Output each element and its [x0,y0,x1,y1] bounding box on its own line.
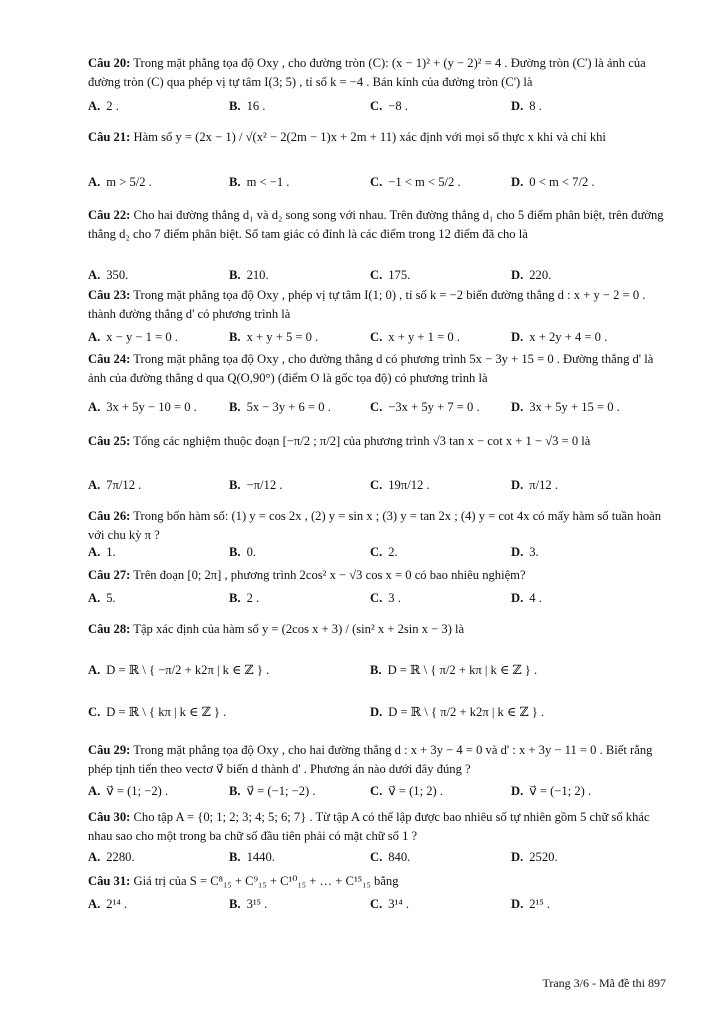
options-23 [88,327,666,347]
option-a[interactable]: A. 1. [88,545,116,559]
options-30 [88,847,666,867]
question-text: Tổng các nghiệm thuộc đoạn [−π/2 ; π/2] của phương trình √3 tan x − cot x + 1 − √3 = 0 là [133,434,591,448]
option-a[interactable]: A. 7π/12 . [88,478,142,492]
option-c[interactable]: C. −3x + 5y + 7 = 0 . [370,400,480,414]
question-number: Câu 23: [88,288,131,302]
option-c[interactable]: C. 3 . [370,591,401,605]
option-b[interactable]: B. x + y + 5 = 0 . [229,330,319,344]
question-number: Câu 21: [88,130,131,144]
question-text: Trong mặt phẳng tọa độ Oxy , cho đường tròn (C): (x − 1)² + (y − 2)² = 4 . Đường tròn (C') là ảnh của đường tròn (C) qua phép vị tự tâm I(3; 5) , tỉ số k = −4 . Bán kính của đường tròn (C') là [88,56,646,89]
option-d[interactable]: D. 0 < m < 7/2 . [511,175,595,189]
option-b[interactable]: B. 1440. [229,850,275,864]
option-a[interactable]: A. 3x + 5y − 10 = 0 . [88,400,197,414]
question-text: Giá trị của S = C⁸₁₅ + C⁹₁₅ + C¹⁰₁₅ + … + C¹⁵₁₅ bằng [133,874,399,888]
question-number: Câu 27: [88,568,131,582]
option-a[interactable]: A. 350. [88,268,129,282]
options-22 [88,265,666,285]
option-d[interactable]: D. π/12 . [511,478,558,492]
option-d[interactable]: D. 2¹⁵ . [511,897,551,911]
option-d[interactable]: D. 3. [511,545,539,559]
question-24 [88,350,666,388]
options-31 [88,894,666,914]
question-number: Câu 28: [88,622,131,636]
option-a[interactable]: A. v⃗ = (1; −2) . [88,784,169,798]
option-d[interactable]: D. x + 2y + 4 = 0 . [511,330,608,344]
option-c[interactable]: C. 2. [370,545,398,559]
option-b[interactable]: B. 210. [229,268,269,282]
question-text: Tập xác định của hàm số y = (2cos x + 3) / (sin² x + 2sin x − 3) là [133,622,465,636]
question-text: Hàm số y = (2x − 1) / √(x² − 2(2m − 1)x + 2m + 11) xác định với mọi số thực x khi và chỉ khi [133,130,606,144]
question-text: Trên đoạn [0; 2π] , phương trình 2cos² x − √3 cos x = 0 có bao nhiêu nghiệm? [133,568,526,582]
option-d[interactable]: D. v⃗ = (−1; 2) . [511,784,592,798]
option-a[interactable]: A. x − y − 1 = 0 . [88,330,178,344]
option-c[interactable]: C. 3¹⁴ . [370,897,410,911]
question-number: Câu 30: [88,810,131,824]
question-29 [88,741,666,779]
options-28-row1 [88,660,666,680]
option-b[interactable]: B. v⃗ = (−1; −2) . [229,784,316,798]
option-d[interactable]: D. D = ℝ \ { π/2 + k2π | k ∈ ℤ } . [370,705,545,719]
question-text: Cho tập A = {0; 1; 2; 3; 4; 5; 6; 7} . Từ tập A có thể lập được bao nhiêu số tự nhiên gồm 5 chữ số khác nhau sao cho một trong ba chữ số đầu tiên phải có mặt chữ số 1 ? [88,810,650,843]
question-text: Trong mặt phẳng tọa độ Oxy , cho hai đường thẳng d : x + 3y − 4 = 0 và d' : x + 3y − 11 = 0 . Biết rằng phép tịnh tiến theo vectơ v⃗ biến d thành d' . Phương án nào dưới đây đúng ? [88,743,653,776]
option-d[interactable]: D. 2520. [511,850,558,864]
option-b[interactable]: B. D = ℝ \ { π/2 + kπ | k ∈ ℤ } . [370,663,538,677]
option-c[interactable]: C. 19π/12 . [370,478,430,492]
question-26 [88,507,666,545]
question-20 [88,54,666,92]
option-d[interactable]: D. 3x + 5y + 15 = 0 . [511,400,620,414]
option-a[interactable]: A. D = ℝ \ { −π/2 + k2π | k ∈ ℤ } . [88,663,270,677]
option-b[interactable]: B. 2 . [229,591,260,605]
option-d[interactable]: D. 8 . [511,99,542,113]
options-20 [88,96,666,116]
question-number: Câu 29: [88,743,131,757]
option-c[interactable]: C. 840. [370,850,411,864]
option-a[interactable]: A. 5. [88,591,116,605]
option-d[interactable]: D. 220. [511,268,552,282]
option-b[interactable]: B. 0. [229,545,257,559]
page-footer: Trang 3/6 - Mã đề thi 897 [542,976,666,990]
question-number: Câu 24: [88,352,131,366]
options-21 [88,172,666,192]
options-24 [88,397,666,417]
question-number: Câu 25: [88,434,131,448]
question-22 [88,206,666,244]
option-c[interactable]: C. −1 < m < 5/2 . [370,175,461,189]
question-number: Câu 22: [88,208,131,222]
options-25 [88,475,666,495]
question-25 [88,432,666,451]
option-c[interactable]: C. v⃗ = (1; 2) . [370,784,444,798]
question-text: Trong mặt phẳng tọa độ Oxy , cho đường thẳng d có phương trình 5x − 3y + 15 = 0 . Đường thẳng d' là ảnh của đường thẳng d qua Q(O,90°) (điểm O là gốc tọa độ) có phương trình là [88,352,654,385]
option-b[interactable]: B. 5x − 3y + 6 = 0 . [229,400,331,414]
options-28-row2 [88,702,666,722]
question-text: Trong bốn hàm số: (1) y = cos 2x , (2) y = sin x ; (3) y = tan 2x ; (4) y = cot 4x có mấy hàm số tuần hoàn với chu kỳ π ? [88,509,662,542]
options-26 [88,542,666,562]
option-b[interactable]: B. 16 . [229,99,266,113]
option-b[interactable]: B. 3¹⁵ . [229,897,268,911]
question-31 [88,872,666,891]
question-23 [88,286,666,324]
question-text: Trong mặt phẳng tọa độ Oxy , phép vị tự tâm I(1; 0) , tỉ số k = −2 biến đường thẳng d : x + y − 2 = 0 . thành đường thẳng d' có phương trình là [88,288,646,321]
option-c[interactable]: C. 175. [370,268,411,282]
question-number: Câu 20: [88,56,131,70]
question-30 [88,808,666,846]
option-a[interactable]: A. m > 5/2 . [88,175,152,189]
option-c[interactable]: C. D = ℝ \ { kπ | k ∈ ℤ } . [88,705,227,719]
question-27 [88,566,666,585]
option-d[interactable]: D. 4 . [511,591,542,605]
option-c[interactable]: C. −8 . [370,99,408,113]
option-c[interactable]: C. x + y + 1 = 0 . [370,330,460,344]
option-b[interactable]: B. m < −1 . [229,175,290,189]
option-a[interactable]: A. 2¹⁴ . [88,897,128,911]
question-number: Câu 26: [88,509,131,523]
option-b[interactable]: B. −π/12 . [229,478,283,492]
option-a[interactable]: A. 2280. [88,850,135,864]
question-number: Câu 31: [88,874,131,888]
question-21 [88,128,666,147]
options-29 [88,781,666,801]
question-text: Cho hai đường thẳng d₁ và d₂ song song với nhau. Trên đường thẳng d₁ cho 5 điểm phân biệt, trên đường thẳng d₂ cho 7 điểm phân biệt. Số tam giác có đỉnh là các điểm trong 12 điểm đã cho là [88,208,664,241]
question-28 [88,620,666,639]
option-a[interactable]: A. 2 . [88,99,119,113]
options-27 [88,588,666,608]
